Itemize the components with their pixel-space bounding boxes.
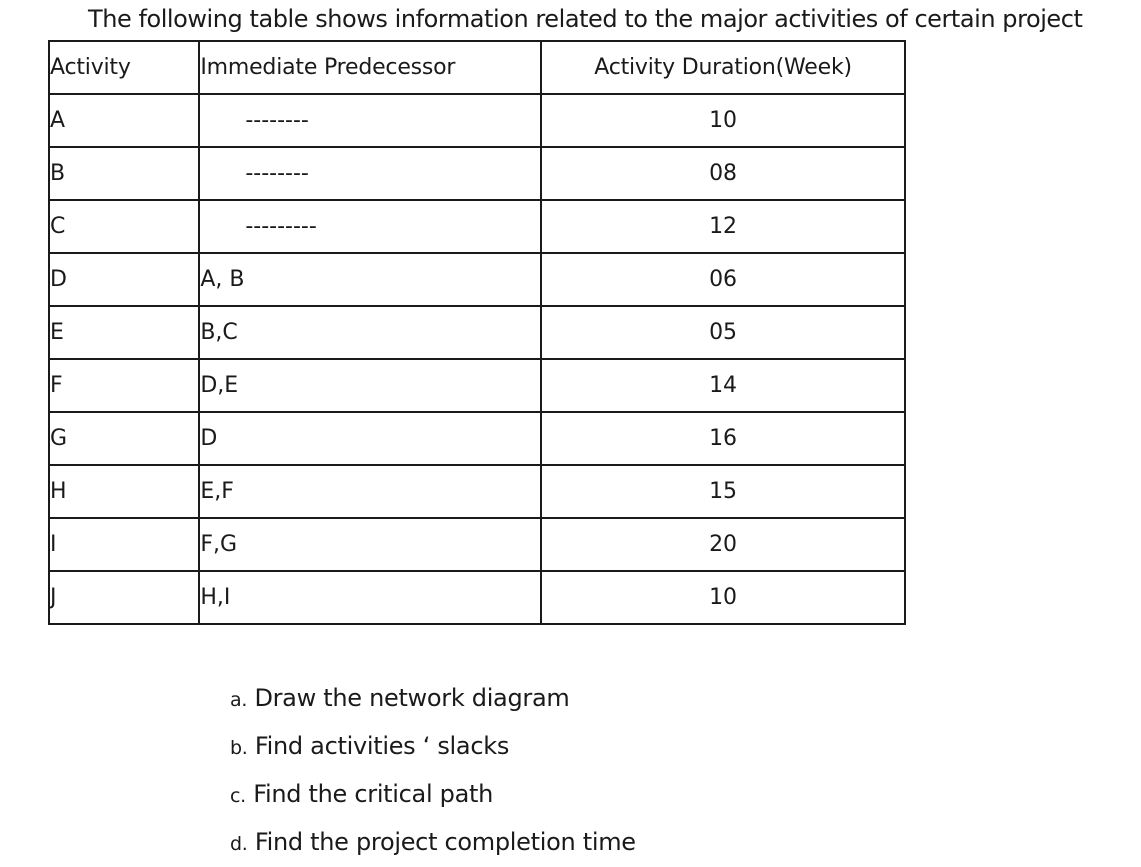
activity-table: [48, 40, 906, 625]
cell-predecessor: --------: [199, 147, 541, 200]
cell-duration: 10: [541, 571, 905, 624]
cell-duration: 16: [541, 412, 905, 465]
table-row: [49, 571, 905, 624]
cell-duration: 12: [541, 200, 905, 253]
table-body: [49, 94, 905, 624]
cell-duration: 10: [541, 94, 905, 147]
cell-activity: H: [49, 465, 199, 518]
header-activity: Activity: [49, 41, 199, 94]
cell-activity: A: [49, 94, 199, 147]
cell-duration: 08: [541, 147, 905, 200]
table-row: [49, 412, 905, 465]
question-item: [230, 723, 636, 771]
question-letter: d.: [230, 833, 248, 855]
question-text: Find the project completion time: [254, 828, 636, 856]
question-item: [230, 819, 636, 867]
table-row: [49, 94, 905, 147]
question-item: [230, 771, 636, 819]
intro-text: The following table shows information related to the major activities of certain project: [88, 5, 1083, 33]
cell-activity: F: [49, 359, 199, 412]
question-text: Find the critical path: [253, 780, 494, 808]
table-row: [49, 147, 905, 200]
cell-predecessor: A, B: [199, 253, 541, 306]
cell-duration: 06: [541, 253, 905, 306]
table-row: [49, 200, 905, 253]
cell-duration: 05: [541, 306, 905, 359]
table-row: [49, 253, 905, 306]
cell-activity: I: [49, 518, 199, 571]
header-predecessor: Immediate Predecessor: [199, 41, 541, 94]
cell-predecessor: --------: [199, 94, 541, 147]
cell-predecessor: E,F: [199, 465, 541, 518]
cell-activity: E: [49, 306, 199, 359]
table-header-row: [49, 41, 905, 94]
question-letter: c.: [230, 785, 246, 807]
table-row: [49, 465, 905, 518]
header-duration: Activity Duration(Week): [541, 41, 905, 94]
table-row: [49, 518, 905, 571]
cell-duration: 14: [541, 359, 905, 412]
cell-activity: D: [49, 253, 199, 306]
cell-predecessor: H,I: [199, 571, 541, 624]
question-text: Find activities ‘ slacks: [254, 732, 510, 760]
table-row: [49, 306, 905, 359]
question-letter: b.: [230, 737, 248, 759]
cell-activity: C: [49, 200, 199, 253]
question-list: [230, 675, 636, 867]
table-row: [49, 359, 905, 412]
cell-predecessor: ---------: [199, 200, 541, 253]
question-text: Draw the network diagram: [254, 684, 570, 712]
question-letter: a.: [230, 689, 248, 711]
cell-predecessor: B,C: [199, 306, 541, 359]
cell-activity: J: [49, 571, 199, 624]
cell-activity: G: [49, 412, 199, 465]
cell-duration: 15: [541, 465, 905, 518]
cell-activity: B: [49, 147, 199, 200]
cell-predecessor: F,G: [199, 518, 541, 571]
cell-predecessor: D,E: [199, 359, 541, 412]
cell-duration: 20: [541, 518, 905, 571]
cell-predecessor: D: [199, 412, 541, 465]
question-item: [230, 675, 636, 723]
